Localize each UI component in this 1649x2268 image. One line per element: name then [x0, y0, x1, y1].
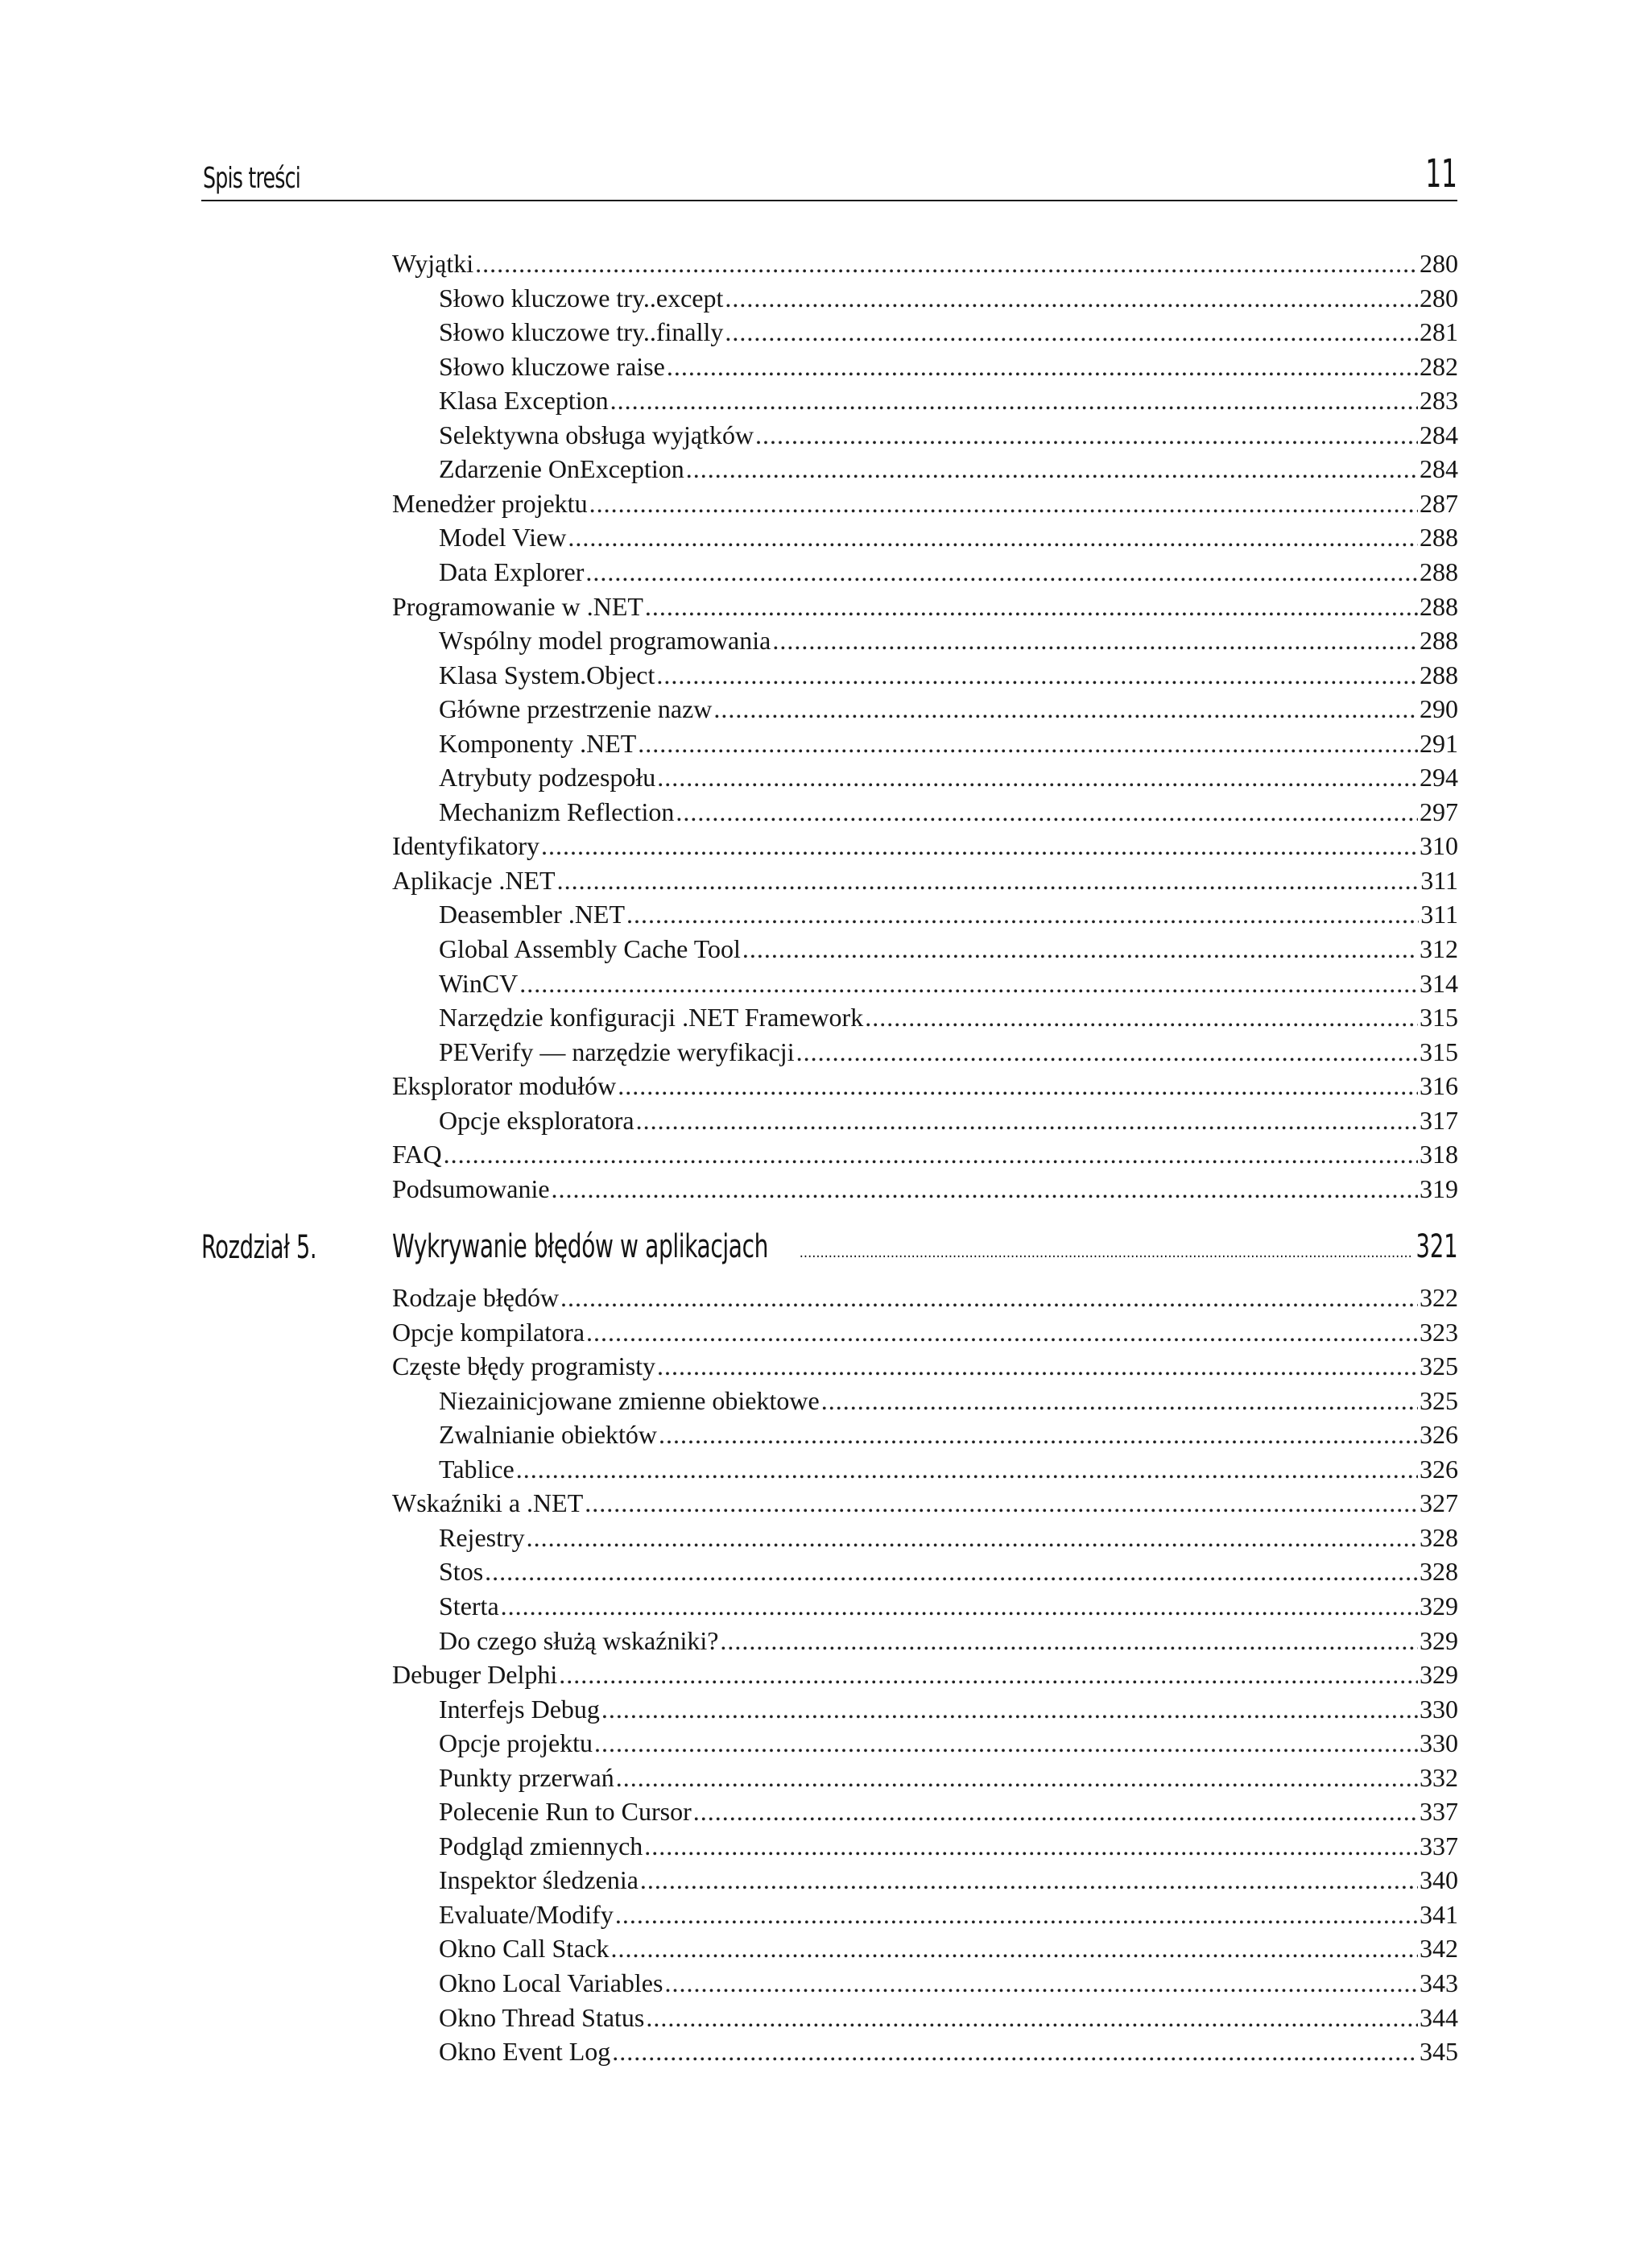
toc-entry-page: 287	[1420, 488, 1458, 518]
dot-leader	[586, 1315, 1418, 1349]
toc-entry	[392, 1315, 1458, 1349]
toc-entry-page: 319	[1420, 1173, 1458, 1203]
toc-entry	[439, 1384, 1458, 1418]
toc-entry	[439, 1589, 1458, 1623]
toc-entry	[392, 1349, 1458, 1383]
toc-entry	[439, 1794, 1458, 1828]
toc-entry-title: Opcje projektu	[439, 1728, 593, 1758]
toc-entry-page: 291	[1420, 728, 1458, 758]
dot-leader	[772, 623, 1418, 657]
dot-leader	[720, 1624, 1418, 1658]
toc-entry-title: Słowo kluczowe try..except	[439, 283, 724, 312]
toc-entry-title: Interfejs Debug	[439, 1694, 600, 1724]
toc-entry	[439, 1624, 1458, 1658]
toc-entry-title: Eksplorator modułów	[392, 1071, 617, 1101]
dot-leader	[615, 1898, 1418, 1931]
dot-leader	[601, 1692, 1418, 1726]
toc-entry-page: 281	[1420, 317, 1458, 347]
toc-entry-page: 297	[1420, 797, 1458, 826]
toc-entry	[439, 1931, 1458, 1965]
dot-leader	[645, 590, 1418, 623]
toc-entry-page: 311	[1420, 865, 1458, 895]
chapter-label: Rozdział 5.	[201, 1229, 317, 1266]
toc-entry-page: 337	[1420, 1831, 1458, 1860]
toc-entry	[439, 1898, 1458, 1931]
toc-entry-title: Identyfikatory	[392, 831, 540, 861]
toc-entry-title: Zwalnianie obiektów	[439, 1420, 658, 1450]
dot-leader	[686, 452, 1418, 486]
toc-entry-title: Punkty przerwań	[439, 1762, 614, 1792]
toc-entry	[439, 1726, 1458, 1760]
toc-entry	[392, 486, 1458, 520]
toc-entry	[439, 281, 1458, 315]
dot-leader	[612, 2034, 1418, 2068]
toc-entry	[439, 520, 1458, 554]
toc-entry-title: Stos	[439, 1557, 484, 1587]
dot-leader	[755, 418, 1418, 452]
dot-leader	[657, 760, 1418, 794]
toc-entry-page: 330	[1420, 1694, 1458, 1724]
toc-entry	[439, 932, 1458, 966]
dot-leader	[616, 1761, 1418, 1794]
dot-leader	[519, 966, 1418, 1000]
toc-entry	[439, 1418, 1458, 1451]
toc-entry-page: 288	[1420, 523, 1458, 553]
toc-entry-title: Do czego służą wskaźniki?	[439, 1625, 719, 1655]
dot-leader	[800, 1231, 1411, 1276]
toc-entry-title: Niezainicjowane zmienne obiektowe	[439, 1385, 820, 1415]
toc-entry-page: 326	[1420, 1420, 1458, 1450]
toc-entry	[439, 315, 1458, 349]
toc-entry-page: 315	[1420, 1037, 1458, 1066]
toc-entry-page: 316	[1420, 1071, 1458, 1101]
dot-leader	[501, 1589, 1418, 1623]
toc-entry-title: Opcje kompilatora	[392, 1317, 585, 1347]
toc-entry-title: Polecenie Run to Cursor	[439, 1797, 692, 1827]
toc-entry	[392, 1281, 1458, 1314]
toc-entry-page: 344	[1420, 2002, 1458, 2032]
dot-leader	[559, 1658, 1418, 1691]
toc-entry	[439, 555, 1458, 589]
chapter-page: 321	[1415, 1228, 1458, 1265]
dot-leader	[664, 1966, 1418, 2000]
toc-entry-page: 340	[1420, 1865, 1458, 1895]
toc-entry	[439, 2001, 1458, 2034]
chapter-title: Wykrywanie błędów w aplikacjach	[392, 1228, 769, 1265]
toc-entry-title: Narzędzie konfiguracji .NET Framework	[439, 1003, 864, 1033]
toc-entry-title: Inspektor śledzenia	[439, 1865, 639, 1895]
toc-entry-page: 330	[1420, 1728, 1458, 1758]
chapter-entry	[392, 1224, 1458, 1269]
dot-leader	[568, 520, 1418, 554]
toc-entry-title: Evaluate/Modify	[439, 1899, 614, 1929]
toc-entry-page: 283	[1420, 386, 1458, 416]
toc-entry-page: 328	[1420, 1522, 1458, 1552]
toc-entry-page: 318	[1420, 1140, 1458, 1169]
toc-entry-title: Global Assembly Cache Tool	[439, 934, 741, 963]
page-number: 11	[1425, 151, 1457, 197]
toc-entry	[439, 726, 1458, 760]
toc-entry-page: 329	[1420, 1591, 1458, 1620]
toc-entry	[439, 1966, 1458, 2000]
toc-entry	[439, 1692, 1458, 1726]
dot-leader	[610, 383, 1418, 417]
toc-entry	[392, 829, 1458, 863]
toc-entry-page: 294	[1420, 763, 1458, 793]
toc-entry-page: 311	[1420, 900, 1458, 929]
toc-entry	[392, 1172, 1458, 1206]
toc-entry	[392, 590, 1458, 623]
toc-entry-page: 326	[1420, 1454, 1458, 1484]
toc-entry-title: Menedżer projektu	[392, 488, 588, 518]
dot-leader	[659, 1418, 1418, 1451]
toc-entry-page: 284	[1420, 454, 1458, 484]
toc-entry-page: 288	[1420, 660, 1458, 689]
toc-entry	[439, 2034, 1458, 2068]
dot-leader	[485, 1554, 1418, 1588]
toc-entry	[392, 1658, 1458, 1691]
dot-leader	[594, 1726, 1418, 1760]
toc-entry	[439, 623, 1458, 657]
toc-entry-title: WinCV	[439, 968, 519, 998]
dot-leader	[626, 897, 1419, 931]
dot-leader	[589, 486, 1418, 520]
toc-entry-title: Okno Thread Status	[439, 2002, 645, 2032]
toc-entry-title: Zdarzenie OnException	[439, 454, 684, 484]
dot-leader	[541, 829, 1418, 863]
toc-entry-page: 290	[1420, 694, 1458, 724]
toc-entry-page: 312	[1420, 934, 1458, 963]
toc-entry-page: 325	[1420, 1385, 1458, 1415]
dot-leader	[585, 555, 1418, 589]
toc-entry	[392, 246, 1458, 280]
toc-entry	[439, 795, 1458, 829]
toc-entry-page: 310	[1420, 831, 1458, 861]
toc-entry-title: Podsumowanie	[392, 1173, 550, 1203]
dot-leader	[585, 1486, 1418, 1520]
toc-entry-title: Rodzaje błędów	[392, 1283, 560, 1312]
dot-leader	[560, 1281, 1418, 1314]
toc-entry-title: Tablice	[439, 1454, 515, 1484]
toc-entry-page: 280	[1420, 249, 1458, 278]
dot-leader	[644, 1829, 1418, 1863]
toc-entry-title: Programowanie w .NET	[392, 591, 643, 621]
dot-leader	[646, 2001, 1418, 2034]
toc-entry	[439, 1554, 1458, 1588]
toc-entry-title: Debuger Delphi	[392, 1660, 558, 1690]
toc-entry	[439, 350, 1458, 383]
toc-entry-title: Podgląd zmiennych	[439, 1831, 643, 1860]
toc-entry-title: Słowo kluczowe raise	[439, 351, 665, 381]
toc-entry-title: Data Explorer	[439, 557, 585, 586]
running-header-title: Spis treści	[203, 162, 300, 195]
toc-entry	[439, 1000, 1458, 1034]
toc-entry-page: 323	[1420, 1317, 1458, 1347]
toc-entry	[439, 966, 1458, 1000]
toc-entry-title: Częste błędy programisty	[392, 1351, 656, 1381]
toc-entry-page: 329	[1420, 1625, 1458, 1655]
toc-entry	[439, 658, 1458, 692]
toc-entry-page: 325	[1420, 1351, 1458, 1381]
toc-entry-page: 327	[1420, 1488, 1458, 1518]
toc-entry-title: Selektywna obsługa wyjątków	[439, 420, 754, 449]
dot-leader	[713, 692, 1418, 726]
toc-entry-title: Okno Local Variables	[439, 1968, 663, 1997]
dot-leader	[725, 315, 1418, 349]
dot-leader	[611, 1931, 1418, 1965]
toc-entry-title: Wskaźniki a .NET	[392, 1488, 584, 1518]
toc-entry	[439, 897, 1458, 931]
toc-entry-page: 329	[1420, 1660, 1458, 1690]
dot-leader	[865, 1000, 1418, 1034]
toc-entry-page: 317	[1420, 1105, 1458, 1135]
toc-entry-page: 345	[1420, 2037, 1458, 2067]
dot-leader	[638, 726, 1418, 760]
toc-entry	[439, 1829, 1458, 1863]
toc-entry-page: 282	[1420, 351, 1458, 381]
toc-entry	[439, 1761, 1458, 1794]
toc-entry	[439, 1521, 1458, 1554]
toc-entry-title: Aplikacje .NET	[392, 865, 556, 895]
toc-entry-page: 328	[1420, 1557, 1458, 1587]
dot-leader	[557, 863, 1420, 897]
toc-entry-page: 314	[1420, 968, 1458, 998]
toc-entry-title: Klasa Exception	[439, 386, 609, 416]
toc-entry-title: Rejestry	[439, 1522, 525, 1552]
toc-entry-title: Słowo kluczowe try..finally	[439, 317, 724, 347]
dot-leader	[693, 1794, 1418, 1828]
dot-leader	[796, 1035, 1418, 1069]
toc-entry-title: Atrybuty podzespołu	[439, 763, 656, 793]
dot-leader	[444, 1137, 1418, 1171]
toc-entry-title: Okno Call Stack	[439, 1934, 610, 1964]
chapter-heading	[201, 1224, 1458, 1269]
toc-entry-title: Sterta	[439, 1591, 499, 1620]
dot-leader	[618, 1069, 1418, 1103]
toc-entry-title: Okno Event Log	[439, 2037, 611, 2067]
toc-entry	[392, 1069, 1458, 1103]
toc-entry-title: Główne przestrzenie nazw	[439, 694, 713, 724]
dot-leader	[742, 932, 1418, 966]
toc-entry	[439, 692, 1458, 726]
toc-entry	[439, 760, 1458, 794]
toc-entry-title: Deasembler .NET	[439, 900, 626, 929]
dot-leader	[725, 281, 1418, 315]
toc-entry	[439, 452, 1458, 486]
dot-leader	[657, 1349, 1418, 1383]
dot-leader	[667, 350, 1418, 383]
toc-entry-title: Komponenty .NET	[439, 728, 637, 758]
dot-leader	[527, 1521, 1418, 1554]
dot-leader	[676, 795, 1418, 829]
dot-leader	[475, 246, 1418, 280]
toc-entry-page: 332	[1420, 1762, 1458, 1792]
toc-entry	[392, 1137, 1458, 1171]
toc-entry-title: FAQ	[392, 1140, 442, 1169]
dot-leader	[821, 1384, 1418, 1418]
toc-entry-page: 288	[1420, 591, 1458, 621]
toc-entry	[439, 383, 1458, 417]
toc-entry	[392, 863, 1458, 897]
toc-entry-title: Wyjątki	[392, 249, 474, 278]
toc-entry-title: Opcje eksploratora	[439, 1105, 634, 1135]
toc-entry	[439, 1452, 1458, 1486]
toc-entry-page: 284	[1420, 420, 1458, 449]
toc-entry-page: 288	[1420, 626, 1458, 656]
dot-leader	[516, 1452, 1418, 1486]
toc-entry-page: 280	[1420, 283, 1458, 312]
toc-entry-page: 342	[1420, 1934, 1458, 1964]
toc-entry-title: Wspólny model programowania	[439, 626, 771, 656]
toc-entry-page: 337	[1420, 1797, 1458, 1827]
toc-entry-title: Model View	[439, 523, 567, 553]
toc-entry-title: Klasa System.Object	[439, 660, 655, 689]
dot-leader	[552, 1172, 1418, 1206]
toc-entry	[439, 1035, 1458, 1069]
toc-entry	[392, 1486, 1458, 1520]
page-header	[201, 151, 1457, 201]
dot-leader	[640, 1863, 1418, 1897]
toc-entry	[439, 418, 1458, 452]
dot-leader	[636, 1103, 1418, 1137]
toc-entry	[439, 1103, 1458, 1137]
toc-entry-title: Mechanizm Reflection	[439, 797, 675, 826]
toc-entry-page: 343	[1420, 1968, 1458, 1997]
toc-entry-page: 341	[1420, 1899, 1458, 1929]
toc-entry-title: PEVerify — narzędzie weryfikacji	[439, 1037, 795, 1066]
dot-leader	[656, 658, 1418, 692]
toc-entry-page: 315	[1420, 1003, 1458, 1033]
toc-entry-page: 322	[1420, 1283, 1458, 1312]
toc-entry	[439, 1863, 1458, 1897]
toc-entry-page: 288	[1420, 557, 1458, 586]
